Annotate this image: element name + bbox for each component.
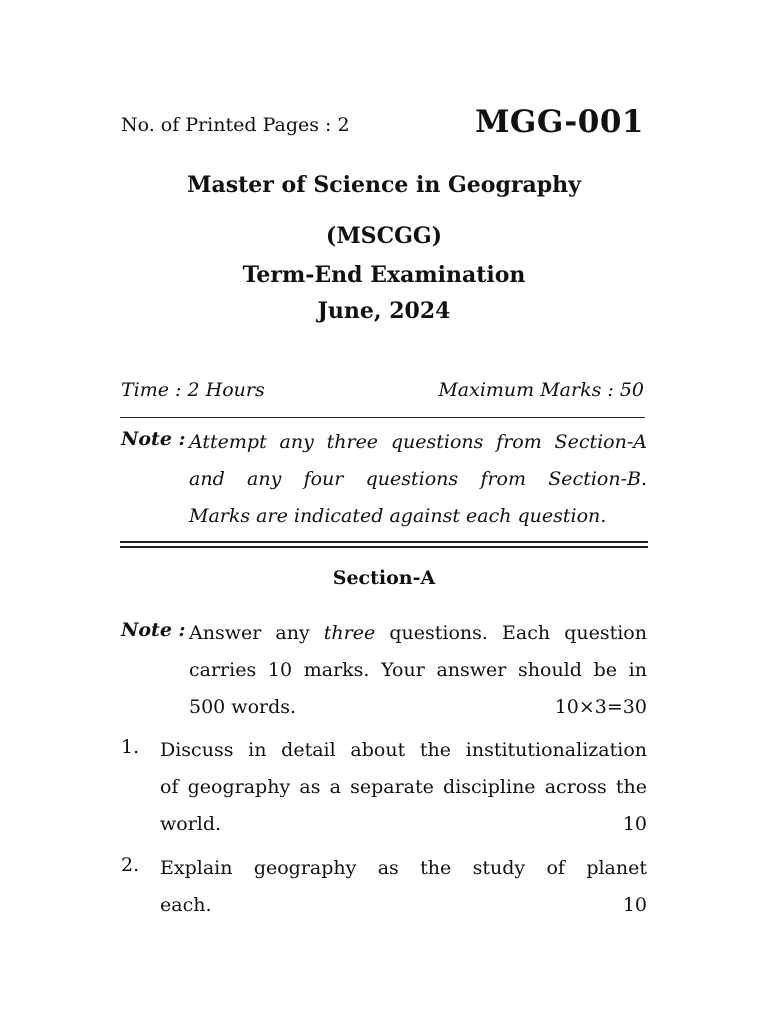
question-marks: 10 xyxy=(622,894,647,916)
printed-pages-count: No. of Printed Pages : 2 xyxy=(121,114,350,136)
question-line: Discuss in detail about the institutionalization xyxy=(160,739,647,761)
header-divider xyxy=(120,417,645,418)
exam-duration: Time : 2 Hours xyxy=(121,379,265,401)
maximum-marks: Maximum Marks : 50 xyxy=(438,379,644,401)
general-note-line: and any four questions from Section-B. xyxy=(189,468,647,490)
general-note-body xyxy=(189,428,647,539)
question-number: 1. xyxy=(121,736,140,758)
programme-title: Master of Science in Geography xyxy=(187,172,581,198)
question-line: Explain geography as the study of planet xyxy=(160,857,647,879)
section-a-note-line xyxy=(189,693,647,730)
exam-session: June, 2024 xyxy=(317,298,451,324)
question-text xyxy=(160,736,647,847)
question-text xyxy=(160,854,647,928)
question-2 xyxy=(121,854,647,928)
section-a-heading: Section-A xyxy=(332,567,436,589)
section-a-note-line: Answer any three questions. Each question xyxy=(189,622,647,644)
question-line: of geography as a separate discipline across the xyxy=(160,776,647,798)
note-divider-top xyxy=(120,541,648,543)
general-note-label: Note : xyxy=(121,428,186,450)
question-1 xyxy=(121,736,647,847)
question-line: each. 10 xyxy=(160,891,647,928)
section-a-note-line: carries 10 marks. Your answer should be in xyxy=(189,659,647,681)
general-note-line: Attempt any three questions from Section-A xyxy=(189,431,647,453)
general-note-line: Marks are indicated against each question. xyxy=(189,505,607,527)
programme-code: (MSCGG) xyxy=(325,223,443,249)
question-number: 2. xyxy=(121,854,140,876)
question-line: world. 10 xyxy=(160,810,647,847)
section-a-note-body xyxy=(189,619,647,730)
general-note xyxy=(121,428,647,539)
marks-scheme: 10×3=30 xyxy=(554,696,647,718)
emphasis-three: three xyxy=(323,622,376,644)
section-a-note xyxy=(121,619,647,730)
note-divider-bottom xyxy=(120,546,648,548)
exam-title: Term-End Examination xyxy=(242,262,526,288)
section-a-note-label: Note : xyxy=(121,619,186,641)
word-limit: 500 words. xyxy=(189,696,297,718)
question-marks: 10 xyxy=(622,813,647,835)
course-code: MGG-001 xyxy=(475,104,644,140)
